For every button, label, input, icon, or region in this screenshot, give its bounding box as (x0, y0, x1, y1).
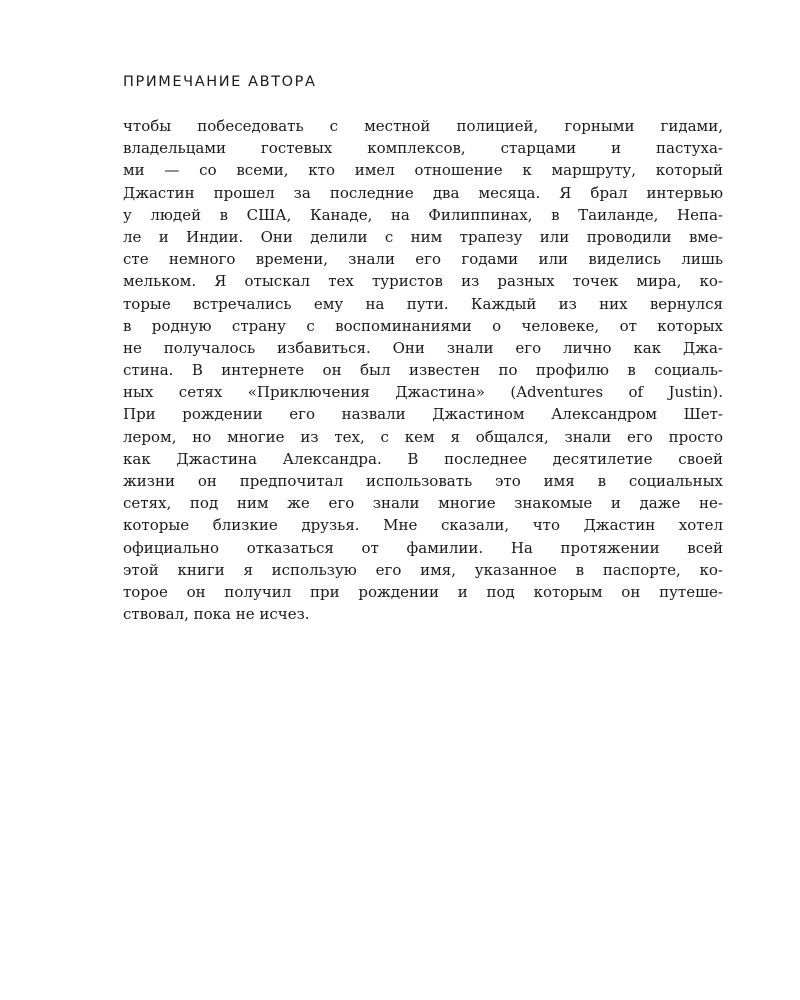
text-line: чтобы побеседовать с местной полицией, горными гидами, (123, 117, 723, 135)
text-line: ле и Индии. Они делили с ним трапезу или проводили вме- (123, 227, 723, 246)
text-line: При рождении его назвали Джастином Александром Шет- (123, 405, 723, 424)
text-line: торое он получил при рождении и под которым он путеше- (123, 582, 723, 601)
text-line: Джастин прошел за последние два месяца. Я брал интервью (123, 183, 723, 202)
text-line: ных сетях «Приключения Джастина» (Adventures of Justin). (123, 383, 723, 402)
text-line: не получалось избавиться. Они знали его лично как Джа- (123, 338, 723, 357)
text-line: стина. В интернете он был известен по профилю в социаль- (123, 361, 723, 380)
text-line: жизни он предпочитал использовать это имя в социальных (123, 472, 723, 490)
text-line: лером, но многие из тех, с кем я общался, знали его просто (123, 427, 723, 446)
text-line: как Джастина Александра. В последнее десятилетие своей (123, 449, 723, 468)
text-line: у людей в США, Канаде, на Филиппинах, в Таиланде, Непа- (123, 205, 723, 224)
text-line: мельком. Я отыскал тех туристов из разных точек мира, ко- (123, 272, 723, 291)
text-line: официально отказаться от фамилии. На протяжении всей (123, 538, 723, 557)
text-line: сетях, под ним же его знали многие знакомые и даже не- (123, 494, 723, 513)
text-line: этой книги я использую его имя, указанное в паспорте, ко- (123, 560, 723, 579)
text-line: ствовал, пока не исчез. (123, 605, 310, 624)
running-head: ПРИМЕЧАНИЕ АВТОРА (123, 74, 317, 90)
text-line: сте немного времени, знали его годами или виделись лишь (123, 250, 723, 269)
text-line: которые близкие друзья. Мне сказали, что Джастин хотел (123, 516, 723, 535)
text-line: владельцами гостевых комплексов, старцами и пастуха- (123, 139, 723, 158)
body-paragraph (123, 115, 723, 625)
text-line: ми — со всеми, кто имел отношение к маршруту, который (123, 161, 723, 180)
text-line: в родную страну с воспоминаниями о человеке, от которых (123, 316, 723, 335)
text-line: торые встречались ему на пути. Каждый из них вернулся (123, 294, 723, 313)
